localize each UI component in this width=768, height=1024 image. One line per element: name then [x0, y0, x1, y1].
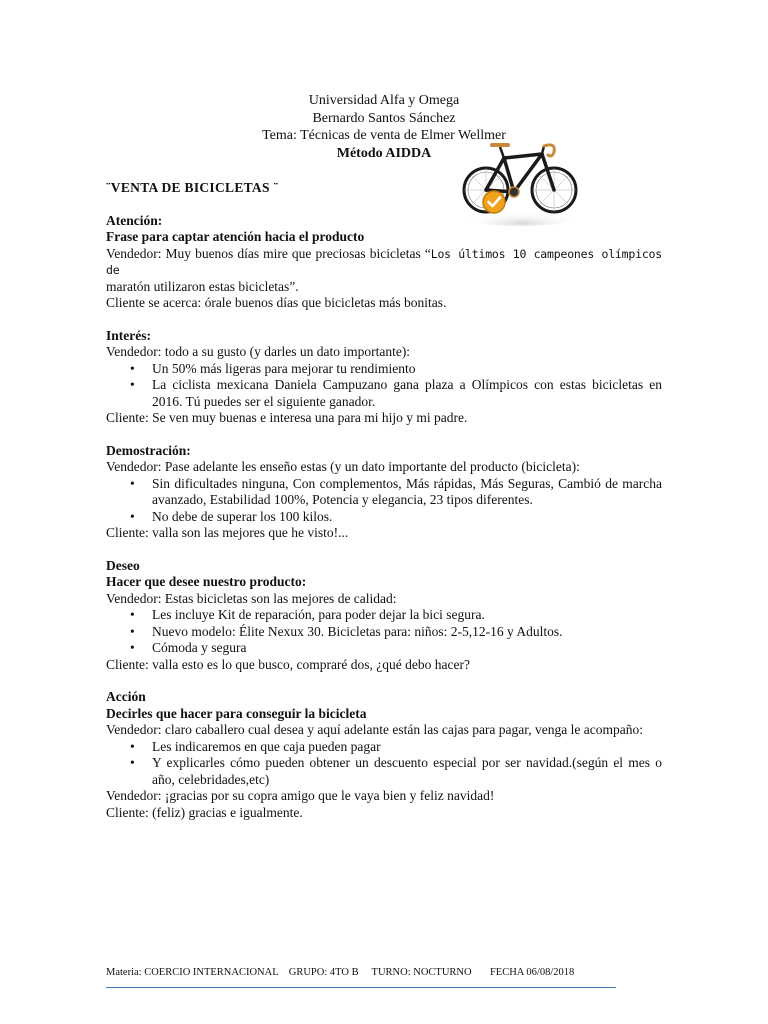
- list-item: • Cómoda y segura: [106, 640, 662, 657]
- list-item: • Les incluye Kit de reparación, para poder dejar la bici segura.: [106, 607, 662, 624]
- document-header: [0, 92, 768, 162]
- vendor-line: Vendedor: Estas bicicletas son las mejores de calidad:: [106, 590, 397, 606]
- footer-grupo: GRUPO: 4TO B: [288, 967, 359, 978]
- vendor-line: Vendedor: ¡gracias por su copra amigo que le vaya bien y feliz navidad!: [106, 788, 495, 803]
- section-heading: Acción: [106, 689, 146, 704]
- list-item: • Y explicarles cómo pueden obtener un descuento especial por ser navidad.(según el mes o año, celebridades,etc): [106, 755, 662, 788]
- bullet-list: [106, 361, 662, 411]
- footer-turno: TURNO: NOCTURNO: [371, 967, 472, 978]
- page-footer: [106, 965, 616, 988]
- vendor-line-continuation: maratón utilizaron estas bicicletas”.: [106, 278, 299, 294]
- vendor-text: Vendedor: Muy buenos días mire que preciosas bicicletas “: [106, 245, 431, 261]
- client-line: Cliente se acerca: órale buenos días que bicicletas más bonitas.: [106, 295, 447, 310]
- university-name: Universidad Alfa y Omega: [308, 93, 460, 108]
- list-item: • Un 50% más ligeras para mejorar tu rendimiento: [106, 361, 662, 378]
- section-interes: [106, 328, 662, 427]
- section-deseo: [106, 558, 662, 674]
- vendor-quote: Los últimos 10 campeones olímpicos de: [106, 246, 662, 277]
- section-heading: Interés:: [106, 327, 151, 343]
- list-item: • No debe de superar los 100 kilos.: [106, 509, 662, 526]
- section-subheading: Frase para captar atención hacia el producto: [106, 229, 365, 244]
- vendor-line: Vendedor: todo a su gusto (y darles un dato importante):: [106, 344, 411, 359]
- section-demostracion: [106, 443, 662, 542]
- document-title: ¨VENTA DE BICICLETAS ¨: [106, 180, 279, 195]
- section-heading: Demostración:: [106, 442, 191, 458]
- bullet-list: [106, 476, 662, 526]
- author-name: Bernardo Santos Sánchez: [312, 110, 456, 126]
- bullet-list: [106, 607, 662, 657]
- client-line: Cliente: valla son las mejores que he visto!...: [106, 525, 349, 540]
- footer-materia: Materia: COERCIO INTERNACIONAL: [106, 967, 279, 978]
- topic-line: Tema: Técnicas de venta de Elmer Wellmer: [262, 128, 506, 143]
- client-line: Cliente: (feliz) gracias e igualmente.: [106, 804, 303, 820]
- list-item: • Sin dificultades ninguna, Con complementos, Más rápidas, Más Seguras, Cambió de marcha avanzado, Estabilidad 100%, Potencia y elegancia, 23 tipos diferentes.: [106, 476, 662, 509]
- section-heading: Deseo: [106, 557, 140, 573]
- section-accion: [106, 689, 662, 821]
- client-line: Cliente: Se ven muy buenas e interesa una para mi hijo y mi padre.: [106, 410, 468, 425]
- client-line: Cliente: valla esto es lo que busco, compraré dos, ¿qué debo hacer?: [106, 656, 470, 672]
- section-heading: Atención:: [106, 212, 163, 228]
- list-item: • Nuevo modelo: Élite Nexux 30. Bicicletas para: niños: 2-5,12-16 y Adultos.: [106, 624, 662, 641]
- bullet-list: [106, 739, 662, 789]
- vendor-line: [106, 246, 662, 279]
- document-body: [106, 180, 662, 837]
- vendor-line: Vendedor: Pase adelante les enseño estas (y un dato importante del producto (bicicleta):: [106, 459, 580, 474]
- footer-fecha: FECHA 06/08/2018: [489, 967, 575, 978]
- method-title: Método AIDDA: [336, 145, 432, 161]
- section-subheading: Hacer que desee nuestro producto:: [106, 574, 307, 589]
- section-subheading: Decirles que hacer para conseguir la bicicleta: [106, 705, 367, 721]
- vendor-line: Vendedor: claro caballero cual desea y aquí adelante están las cajas para pagar, venga le acompaño:: [106, 722, 643, 737]
- list-item: • La ciclista mexicana Daniela Campuzano gana plaza a Olímpicos con estas bicicletas en 2016. Tú puedes ser el siguiente ganador.: [106, 377, 662, 410]
- section-atencion: [106, 213, 662, 312]
- list-item: • Les indicaremos en que caja pueden pagar: [106, 739, 662, 756]
